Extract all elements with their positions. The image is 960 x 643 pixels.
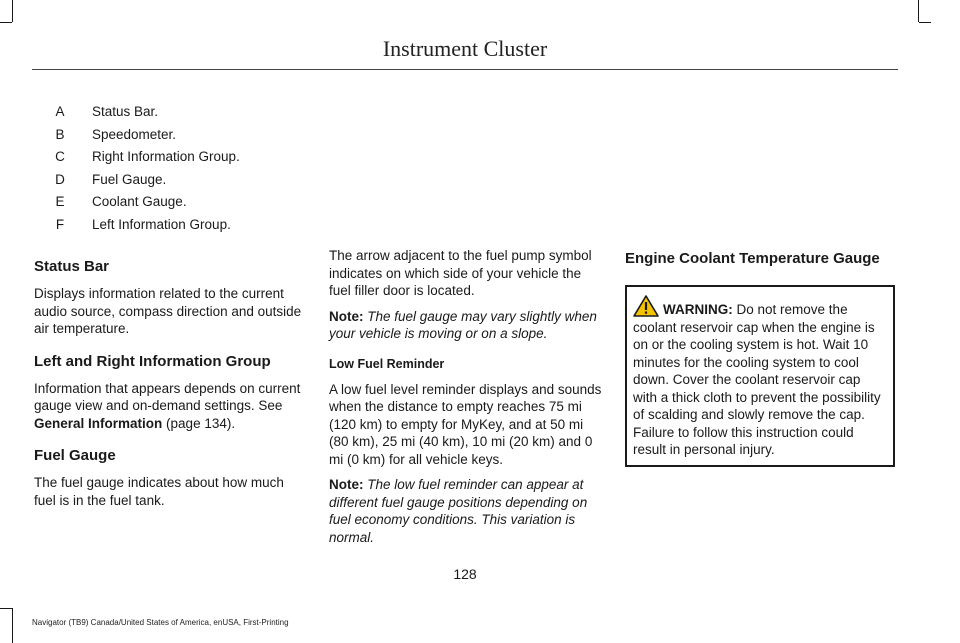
legend-letter: B (55, 126, 65, 142)
legend-letter: A (55, 104, 65, 119)
crop-mark (919, 22, 931, 23)
page-title: Instrument Cluster (382, 36, 548, 61)
warning-box (625, 285, 895, 467)
warning-label: WARNING: (663, 302, 733, 317)
general-information-link[interactable]: General Information (34, 415, 163, 431)
crop-mark (918, 0, 919, 22)
column-right (625, 249, 895, 467)
note-fuel-gauge (329, 308, 603, 343)
note-text: The fuel gauge may vary slightly when your vehicle is moving or on a slope. (329, 308, 597, 341)
legend-label: Status Bar. (92, 104, 159, 119)
warning-text: Do not remove the coolant reservoir cap when the engine is on or the cooling system is hot. Wait 10 minutes for the cooling system to cool down. Cover the coolant reservoir cap with a thick cloth to prevent the possibility of scalding and slowly remove the cap. Failure to follow this instruction could result in personal injury. (633, 302, 881, 457)
legend-letter: E (55, 194, 65, 209)
header-rule (32, 69, 898, 70)
note-label: Note: (329, 308, 364, 324)
page-reference: (page 134). (166, 415, 236, 431)
note-text: The low fuel reminder can appear at different fuel gauge positions depending on fuel economy conditions. This variation is normal. (329, 477, 588, 545)
legend-label: Coolant Gauge. (92, 194, 187, 209)
info-group-text: Information that appears depends on current gauge view and on-demand settings. See (34, 380, 301, 413)
fuel-gauge-text: The fuel gauge indicates about how much fuel is in the fuel tank. (34, 475, 284, 508)
info-group-heading: Left and Right Information Group (34, 352, 271, 370)
legend-letter: C (55, 149, 65, 164)
legend-label: Fuel Gauge. (92, 171, 167, 187)
warning-icon (633, 295, 659, 317)
note-low-fuel (329, 476, 603, 546)
legend-label: Speedometer. (92, 126, 177, 142)
arrow-text: The arrow adjacent to the fuel pump symbol indicates on which side of your vehicle the fuel filler door is located. (329, 248, 592, 298)
legend-label: Right Information Group. (92, 149, 240, 164)
crop-mark (12, 608, 13, 643)
crop-mark (0, 22, 12, 23)
low-fuel-heading: Low Fuel Reminder (329, 356, 445, 371)
column-left (34, 257, 306, 509)
legend-letter: D (55, 171, 65, 187)
footer-text: Navigator (TB9) Canada/United States of America, enUSA, First-Printing (32, 618, 289, 627)
crop-mark (12, 0, 13, 22)
info-group-paragraph (34, 380, 306, 433)
note-label: Note: (329, 477, 364, 492)
legend-label: Left Information Group. (92, 216, 231, 232)
fuel-gauge-heading: Fuel Gauge (34, 447, 116, 464)
crop-mark (0, 608, 12, 609)
page-number: 128 (453, 566, 477, 582)
status-bar-heading: Status Bar (34, 258, 110, 275)
legend-letter: F (55, 216, 65, 232)
status-bar-text: Displays information related to the current audio source, compass direction and outside air temperature. (34, 286, 302, 336)
coolant-gauge-heading: Engine Coolant Temperature Gauge (625, 250, 880, 267)
low-fuel-text: A low fuel level reminder displays and sounds when the distance to empty reaches 75 mi (120 km) to empty for MyKey, and at 50 mi (80 km), 25 mi (40 km), 10 mi (20 km) and 0 mi (0 km) for all vehicle keys. (329, 381, 602, 467)
column-middle (329, 247, 603, 546)
